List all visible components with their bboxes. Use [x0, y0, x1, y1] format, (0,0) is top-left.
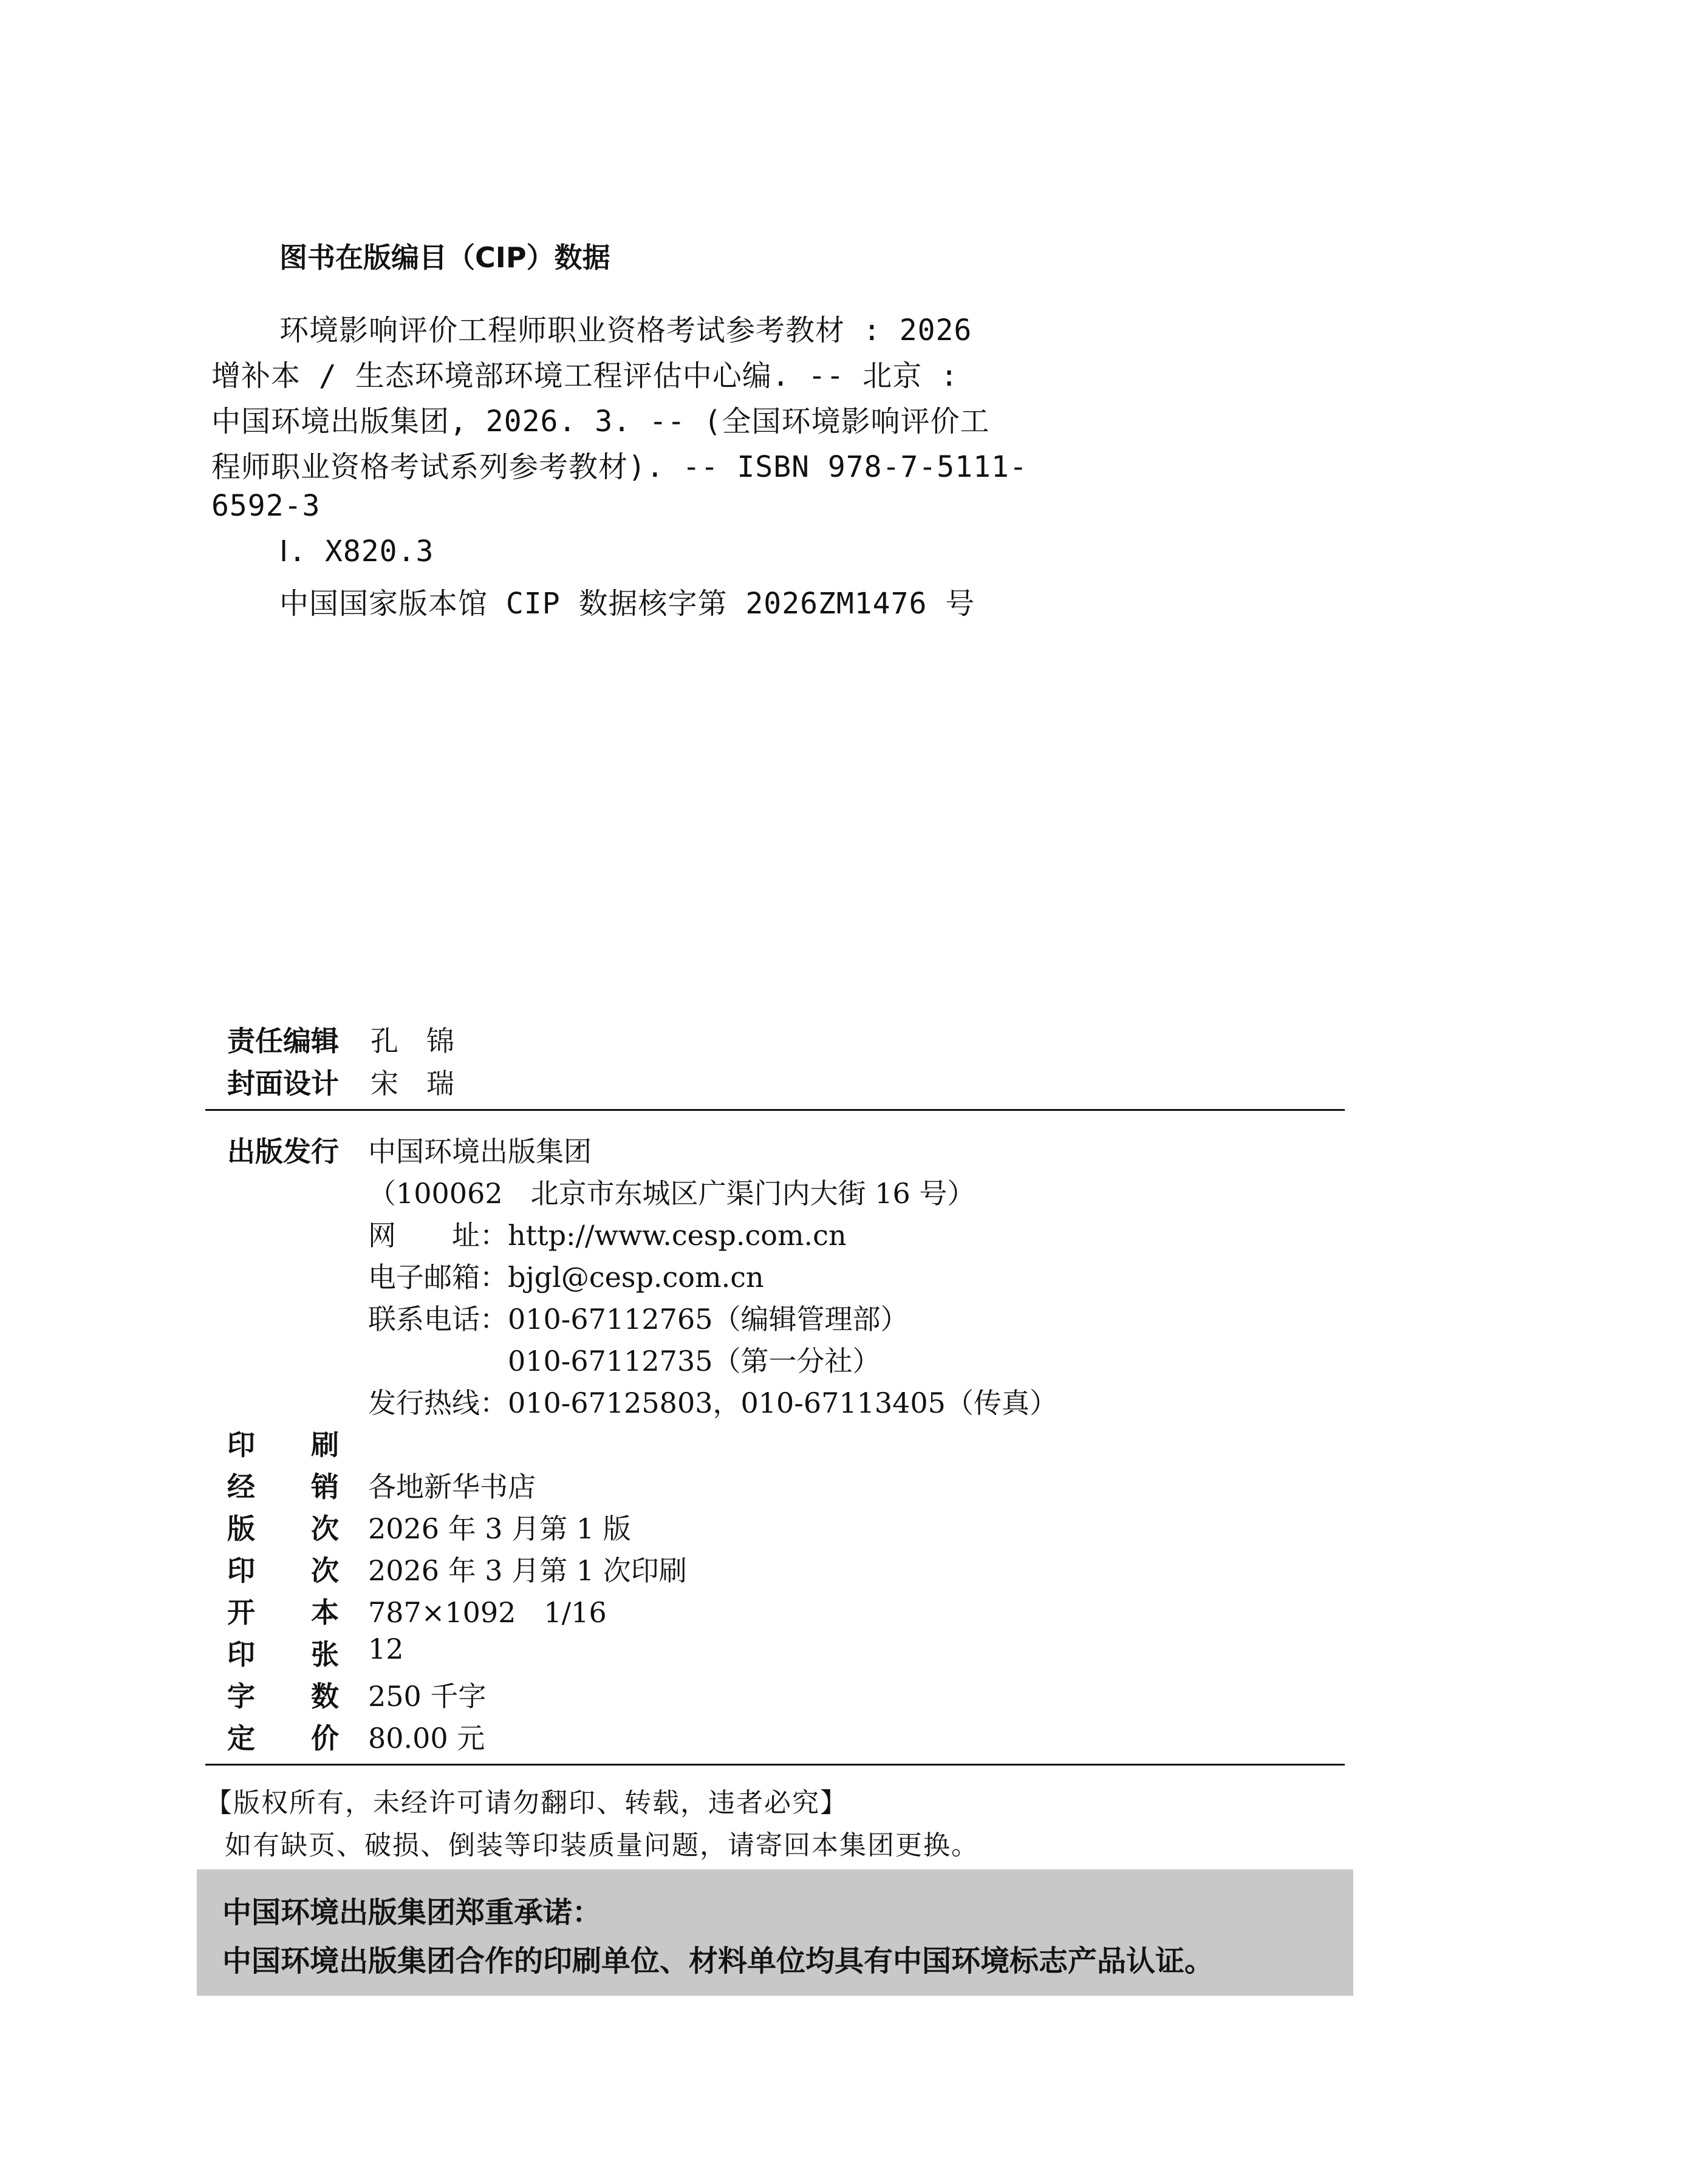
cip-heading: 图书在版编目（CIP）数据 [279, 241, 610, 274]
spec-key-2: 本 [311, 1596, 339, 1629]
publisher-website: 网 址：http://www.cesp.com.cn [368, 1219, 847, 1252]
spec-value: 各地新华书店 [368, 1470, 536, 1503]
spec-value: 12 [368, 1633, 404, 1665]
divider-bottom [205, 1764, 1345, 1766]
publisher-phone-1: 联系电话：010-67112765（编辑管理部） [368, 1303, 909, 1336]
spec-value: 80.00 元 [368, 1722, 485, 1755]
credit-editor-value: 孔 锦 [371, 1025, 454, 1057]
spec-key-1: 印 [227, 1554, 255, 1587]
spec-key-1: 印 [227, 1638, 255, 1671]
spec-key-1: 印 [227, 1428, 255, 1461]
cip-line-5: 6592-3 [211, 489, 321, 523]
credit-cover-design [227, 1062, 454, 1102]
publisher-hotline: 发行热线：010-67125803，010-67113405（传真） [368, 1387, 1057, 1419]
spec-key-2: 张 [311, 1638, 339, 1671]
spec-value: 787×1092 1/16 [368, 1596, 607, 1629]
spec-value: 2026 年 3 月第 1 版 [368, 1512, 631, 1545]
cip-record-number: 中国国家版本馆 CIP 数据核字第 2026ZM1476 号 [279, 587, 975, 621]
spec-key-2: 销 [311, 1470, 339, 1503]
publisher-phone-2: 010-67112735（第一分社） [368, 1345, 881, 1377]
spec-key-2: 次 [311, 1512, 339, 1545]
spec-key-2: 数 [311, 1680, 339, 1713]
cip-line-1: 环境影响评价工程师职业资格考试参考教材 : 2026 [279, 313, 972, 347]
spec-key-1: 开 [227, 1596, 255, 1629]
credit-editor [227, 1019, 454, 1059]
credit-cover-value: 宋 瑞 [371, 1067, 454, 1100]
promise-title: 中国环境出版集团郑重承诺： [222, 1896, 602, 1930]
publisher-email: 电子邮箱：bjgl@cesp.com.cn [368, 1261, 764, 1294]
copyright-notice: 【版权所有，未经许可请勿翻印、转载，违者必究】 [205, 1787, 848, 1818]
spec-key-1: 经 [227, 1470, 255, 1503]
credit-cover-label: 封面设计 [227, 1067, 339, 1100]
promise-text: 中国环境出版集团合作的印刷单位、材料单位均具有中国环境标志产品认证。 [222, 1944, 1214, 1978]
spec-key-2: 次 [311, 1554, 339, 1587]
promise-box [197, 1869, 1353, 1996]
defect-notice: 如有缺页、破损、倒装等印装质量问题，请寄回本集团更换。 [225, 1830, 979, 1861]
divider-top [205, 1109, 1345, 1111]
publisher-name: 中国环境出版集团 [368, 1135, 592, 1168]
cip-line-3: 中国环境出版集团, 2026. 3. -- (全国环境影响评价工 [211, 404, 990, 439]
publisher-address: （100062 北京市东城区广渠门内大街 16 号） [368, 1177, 975, 1210]
spec-key-1: 字 [227, 1680, 255, 1713]
spec-key-2: 价 [311, 1722, 339, 1755]
spec-value: 2026 年 3 月第 1 次印刷 [368, 1554, 687, 1587]
spec-key-1: 定 [227, 1722, 255, 1755]
cip-line-2: 增补本 / 生态环境部环境工程评估中心编. -- 北京 : [211, 359, 958, 393]
cip-classification: Ⅰ. X820.3 [279, 534, 434, 568]
credit-editor-label: 责任编辑 [227, 1025, 339, 1057]
spec-key-1: 版 [227, 1512, 255, 1545]
cip-line-4: 程师职业资格考试系列参考教材). -- ISBN 978-7-5111- [211, 450, 1028, 484]
publisher-label: 出版发行 [227, 1135, 339, 1168]
spec-key-2: 刷 [311, 1428, 339, 1461]
spec-value: 250 千字 [368, 1680, 487, 1713]
